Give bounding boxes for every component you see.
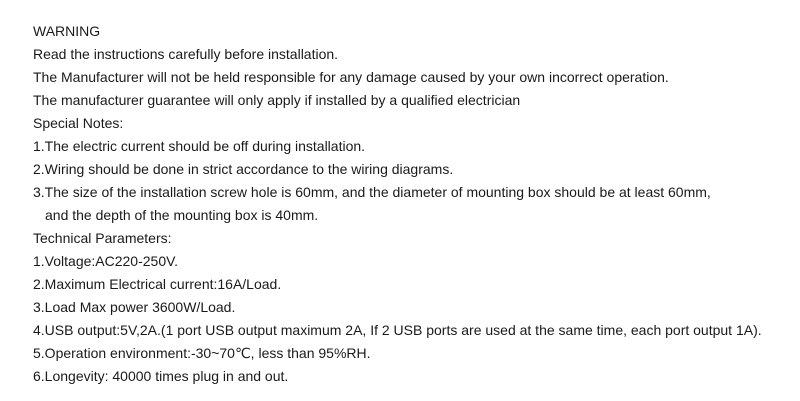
warning-line-guarantee: The manufacturer guarantee will only apply if installed by a qualified electrician bbox=[33, 92, 521, 108]
technical-parameters-title: Technical Parameters: bbox=[33, 230, 172, 246]
technical-parameter-item: 5.Operation environment:-30~70℃, less than 95%RH. bbox=[33, 345, 371, 361]
technical-parameter-item: 4.USB output:5V,2A.(1 port USB output maximum 2A, If 2 USB ports are used at the same time, each port output 1A). bbox=[33, 322, 762, 338]
technical-parameter-item: 2.Maximum Electrical current:16A/Load. bbox=[33, 276, 282, 292]
warning-line-manufacturer-liability: The Manufacturer will not be held responsible for any damage caused by your own incorrect operation. bbox=[33, 69, 669, 85]
technical-parameter-item: 3.Load Max power 3600W/Load. bbox=[33, 299, 236, 315]
warning-heading: WARNING bbox=[33, 23, 101, 39]
special-note-item: 2.Wiring should be done in strict accordance to the wiring diagrams. bbox=[33, 161, 454, 177]
special-note-item: 3.The size of the installation screw hole is 60mm, and the diameter of mounting box should be at least 60mm, bbox=[33, 184, 711, 200]
special-notes-title: Special Notes: bbox=[33, 115, 124, 131]
warning-line-read-instructions: Read the instructions carefully before installation. bbox=[33, 46, 339, 62]
special-note-item: 1.The electric current should be off during installation. bbox=[33, 138, 366, 154]
technical-parameter-item: 6.Longevity: 40000 times plug in and out. bbox=[33, 368, 289, 384]
warning-document bbox=[33, 20, 793, 388]
technical-parameter-item: 1.Voltage:AC220-250V. bbox=[33, 253, 179, 269]
special-note-continuation: and the depth of the mounting box is 40mm. bbox=[45, 207, 319, 223]
